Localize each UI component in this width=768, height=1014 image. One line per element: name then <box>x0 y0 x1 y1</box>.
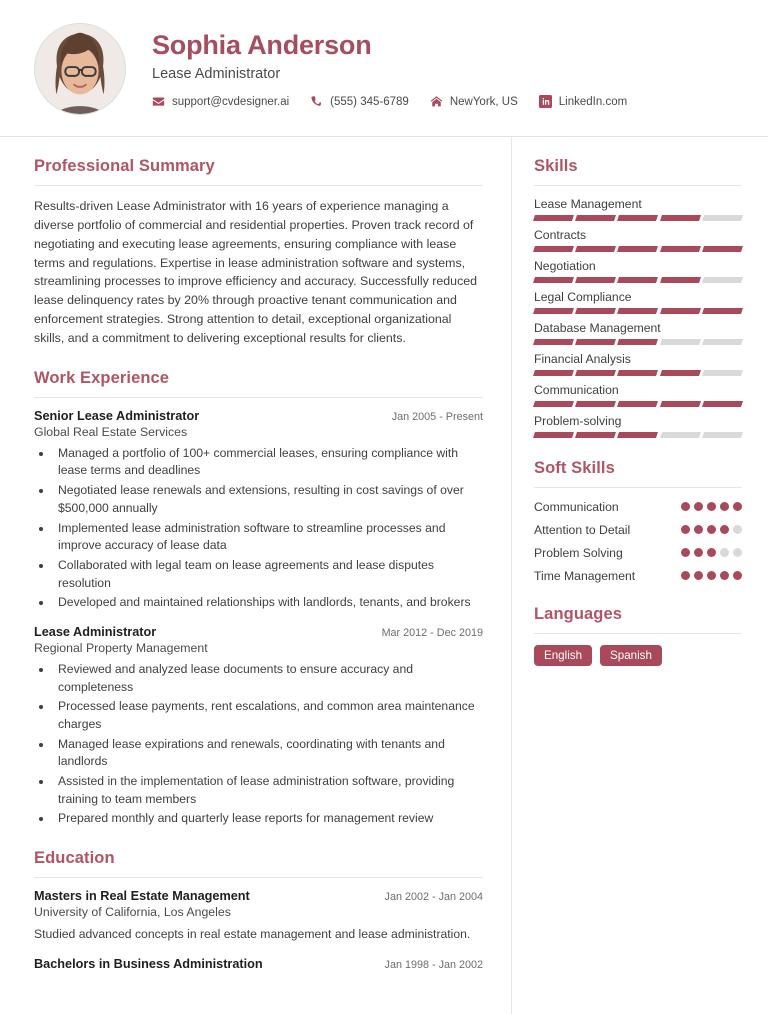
skill-bar-segment <box>702 308 743 314</box>
soft-skill-dot <box>681 548 690 557</box>
skill-bar-segment <box>617 339 658 345</box>
section-languages <box>534 605 742 666</box>
skill-bar-segment <box>533 215 574 221</box>
education-entry-head <box>34 957 483 971</box>
contact-email-label: support@cvdesigner.ai <box>172 95 290 108</box>
section-work-experience <box>34 369 483 828</box>
education-date: Jan 2002 - Jan 2004 <box>384 891 483 904</box>
divider <box>534 487 742 488</box>
work-role: Lease Administrator <box>34 624 157 639</box>
skill-level-bar <box>534 432 742 438</box>
work-bullet: • Managed lease expirations and renewals, coordinating with tenants and landlords <box>53 736 483 771</box>
contact-location-label: NewYork, US <box>449 95 518 108</box>
skill-bar-segment <box>617 370 658 376</box>
avatar-photo-icon <box>35 24 125 114</box>
skill-bar-segment <box>660 215 701 221</box>
home-icon <box>430 95 443 108</box>
section-title-education: Education <box>34 849 115 868</box>
soft-skill-dot <box>681 525 690 534</box>
skill-row <box>534 352 742 376</box>
skill-bar-segment <box>575 308 616 314</box>
work-bullet: • Processed lease payments, rent escalations, and common area maintenance charges <box>53 698 483 733</box>
section-title-work: Work Experience <box>34 368 170 387</box>
skill-row <box>534 228 742 252</box>
skill-level-bar <box>534 401 742 407</box>
soft-skill-dot <box>720 548 729 557</box>
language-chip: English <box>534 645 592 666</box>
work-entry-head <box>34 409 483 423</box>
skill-bar-segment <box>702 339 743 345</box>
skill-name: Database Management <box>534 321 661 335</box>
soft-skill-dot <box>733 525 742 534</box>
soft-skill-name: Attention to Detail <box>534 523 631 538</box>
contact-location[interactable] <box>430 95 518 108</box>
language-chip: Spanish <box>600 645 662 666</box>
skill-bar-segment <box>575 432 616 438</box>
skill-bar-segment <box>702 215 743 221</box>
skill-bar-segment <box>617 215 658 221</box>
soft-skill-name: Communication <box>534 500 619 514</box>
skill-bar-segment <box>533 339 574 345</box>
work-entry <box>34 625 483 828</box>
skill-bar-segment <box>533 308 574 314</box>
skill-bar-segment <box>533 246 574 252</box>
resume-body <box>0 137 768 1014</box>
soft-skill-rating <box>681 522 742 534</box>
soft-skill-dot <box>720 502 729 511</box>
phone-icon <box>310 95 323 108</box>
soft-skill-rating <box>681 545 742 557</box>
skill-bar-segment <box>575 339 616 345</box>
contact-phone[interactable] <box>310 95 409 108</box>
skill-bar-segment <box>660 401 701 407</box>
work-experience-list <box>34 409 483 828</box>
skills-list <box>534 197 742 438</box>
contact-row <box>152 95 627 108</box>
soft-skill-dot <box>707 571 716 580</box>
skill-name: Negotiation <box>534 259 596 273</box>
education-entry <box>34 957 483 971</box>
skill-row <box>534 383 742 407</box>
work-organization: Regional Property Management <box>34 640 208 655</box>
skill-name: Lease Management <box>534 197 642 211</box>
sidebar-column <box>512 137 768 1014</box>
education-list <box>34 889 483 971</box>
work-organization: Global Real Estate Services <box>34 424 188 439</box>
soft-skill-row <box>534 545 742 561</box>
section-title-skills: Skills <box>534 157 578 175</box>
work-bullet: • Collaborated with legal team on lease agreements and lease disputes resolution <box>53 557 483 592</box>
soft-skill-dot <box>707 525 716 534</box>
skill-bar-segment <box>702 401 743 407</box>
divider <box>34 185 483 186</box>
skill-bar-segment <box>533 432 574 438</box>
skill-name: Communication <box>534 383 619 397</box>
work-bullet: • Reviewed and analyzed lease documents to ensure accuracy and completeness <box>53 661 483 696</box>
section-title-soft-skills: Soft Skills <box>534 459 615 477</box>
work-bullet: • Prepared monthly and quarterly lease reports for management review <box>53 810 483 828</box>
soft-skill-dot <box>694 502 703 511</box>
divider <box>34 877 483 878</box>
soft-skill-dot <box>694 571 703 580</box>
section-soft-skills <box>534 459 742 584</box>
soft-skill-dot <box>733 502 742 511</box>
work-bullets <box>34 445 483 612</box>
skill-level-bar <box>534 246 742 252</box>
contact-linkedin[interactable] <box>539 95 627 108</box>
work-role: Senior Lease Administrator <box>34 408 200 423</box>
skill-bar-segment <box>617 277 658 283</box>
page-title: Sophia Anderson <box>152 29 372 60</box>
divider <box>534 185 742 186</box>
section-title-languages: Languages <box>534 605 623 624</box>
skill-bar-segment <box>533 277 574 283</box>
soft-skill-row <box>534 499 742 515</box>
work-date: Mar 2012 - Dec 2019 <box>381 626 483 639</box>
skill-bar-segment <box>575 215 616 221</box>
work-entry-head <box>34 625 483 639</box>
skill-bar-segment <box>533 370 574 376</box>
skill-bar-segment <box>660 370 701 376</box>
divider <box>534 633 742 634</box>
soft-skill-name: Problem Solving <box>534 546 623 561</box>
soft-skills-list <box>534 499 742 584</box>
summary-text: Results-driven Lease Administrator with 16 years of experience managing a diverse portfolio of commercial and residential properties. Proven track record of negotiating and executing lease agreements, ensuring compliance with lease terms and regulations. Expertise in lease administration software and systems, streamlining processes to improve efficiency and accuracy. Successfully reduced lease delinquency rates by 20% through proactive tenant communication and enforcement strategies. Strong attention to detail, exceptional organizational skills, and a commitment to delivering exceptional results for clients. <box>34 199 478 345</box>
work-bullet: • Developed and maintained relationships with landlords, tenants, and brokers <box>53 594 483 612</box>
work-bullet: • Negotiated lease renewals and extensions, resulting in cost savings of over $500,000 annually <box>53 482 483 517</box>
work-bullet: • Implemented lease administration software to streamline processes and improve accuracy of lease data <box>53 520 483 555</box>
skill-bar-segment <box>575 370 616 376</box>
section-professional-summary <box>34 157 483 348</box>
soft-skill-row <box>534 568 742 584</box>
education-degree: Masters in Real Estate Management <box>34 889 250 904</box>
education-degree: Bachelors in Business Administration <box>34 956 263 971</box>
skill-bar-segment <box>660 432 701 438</box>
skill-name: Legal Compliance <box>534 290 632 304</box>
skill-bar-segment <box>617 401 658 407</box>
education-date: Jan 1998 - Jan 2002 <box>384 958 483 971</box>
soft-skill-dot <box>681 502 690 511</box>
skill-bar-segment <box>702 277 743 283</box>
skill-bar-segment <box>660 308 701 314</box>
education-institution: University of California, Los Angeles <box>34 905 231 920</box>
avatar <box>34 23 126 115</box>
linkedin-icon <box>539 95 552 108</box>
work-entry <box>34 409 483 612</box>
skill-bar-segment <box>702 246 743 252</box>
section-skills <box>534 157 742 438</box>
skill-name: Financial Analysis <box>534 352 631 366</box>
education-description: Studied advanced concepts in real estate management and lease administration. <box>34 927 471 942</box>
resume-header <box>0 0 768 137</box>
skill-name: Problem-solving <box>534 414 622 428</box>
skill-bar-segment <box>702 432 743 438</box>
work-date: Jan 2005 - Present <box>391 410 483 423</box>
skill-level-bar <box>534 277 742 283</box>
skill-bar-segment <box>660 246 701 252</box>
education-entry-head <box>34 889 483 903</box>
skill-bar-segment <box>660 277 701 283</box>
job-title: Lease Administrator <box>152 66 281 83</box>
skill-row <box>534 197 742 221</box>
soft-skill-dot <box>707 502 716 511</box>
soft-skill-row <box>534 522 742 538</box>
skill-bar-segment <box>660 339 701 345</box>
skill-bar-segment <box>575 277 616 283</box>
education-entry <box>34 889 483 944</box>
contact-phone-label: (555) 345-6789 <box>330 95 409 108</box>
divider <box>34 397 483 398</box>
skill-bar-segment <box>575 401 616 407</box>
soft-skill-name: Time Management <box>534 569 636 584</box>
soft-skill-rating <box>681 568 742 580</box>
soft-skill-dot <box>720 571 729 580</box>
soft-skill-dot <box>694 525 703 534</box>
soft-skill-dot <box>681 571 690 580</box>
soft-skill-rating <box>681 499 742 511</box>
header-text-block <box>152 30 627 108</box>
soft-skill-dot <box>733 548 742 557</box>
skill-bar-segment <box>617 246 658 252</box>
envelope-icon <box>152 95 165 108</box>
skill-row <box>534 414 742 438</box>
work-bullet: • Assisted in the implementation of lease administration software, providing training to team members <box>53 773 483 808</box>
skill-level-bar <box>534 339 742 345</box>
languages-list <box>534 645 742 666</box>
skill-row <box>534 259 742 283</box>
skill-level-bar <box>534 308 742 314</box>
section-title-summary: Professional Summary <box>34 157 215 175</box>
skill-bar-segment <box>533 401 574 407</box>
soft-skill-dot <box>720 525 729 534</box>
work-bullets <box>34 661 483 828</box>
skill-bar-segment <box>575 246 616 252</box>
skill-row <box>534 321 742 345</box>
skill-level-bar <box>534 370 742 376</box>
main-column <box>0 137 512 1014</box>
soft-skill-dot <box>707 548 716 557</box>
work-bullet: • Managed a portfolio of 100+ commercial leases, ensuring compliance with lease terms and deadlines <box>53 445 483 480</box>
skill-bar-segment <box>702 370 743 376</box>
soft-skill-dot <box>694 548 703 557</box>
contact-email[interactable] <box>152 95 289 108</box>
skill-bar-segment <box>617 308 658 314</box>
skill-level-bar <box>534 215 742 221</box>
skill-row <box>534 290 742 314</box>
skill-bar-segment <box>617 432 658 438</box>
section-education <box>34 849 483 971</box>
skill-name: Contracts <box>534 228 587 242</box>
contact-linkedin-label: LinkedIn.com <box>558 95 628 108</box>
soft-skill-dot <box>733 571 742 580</box>
